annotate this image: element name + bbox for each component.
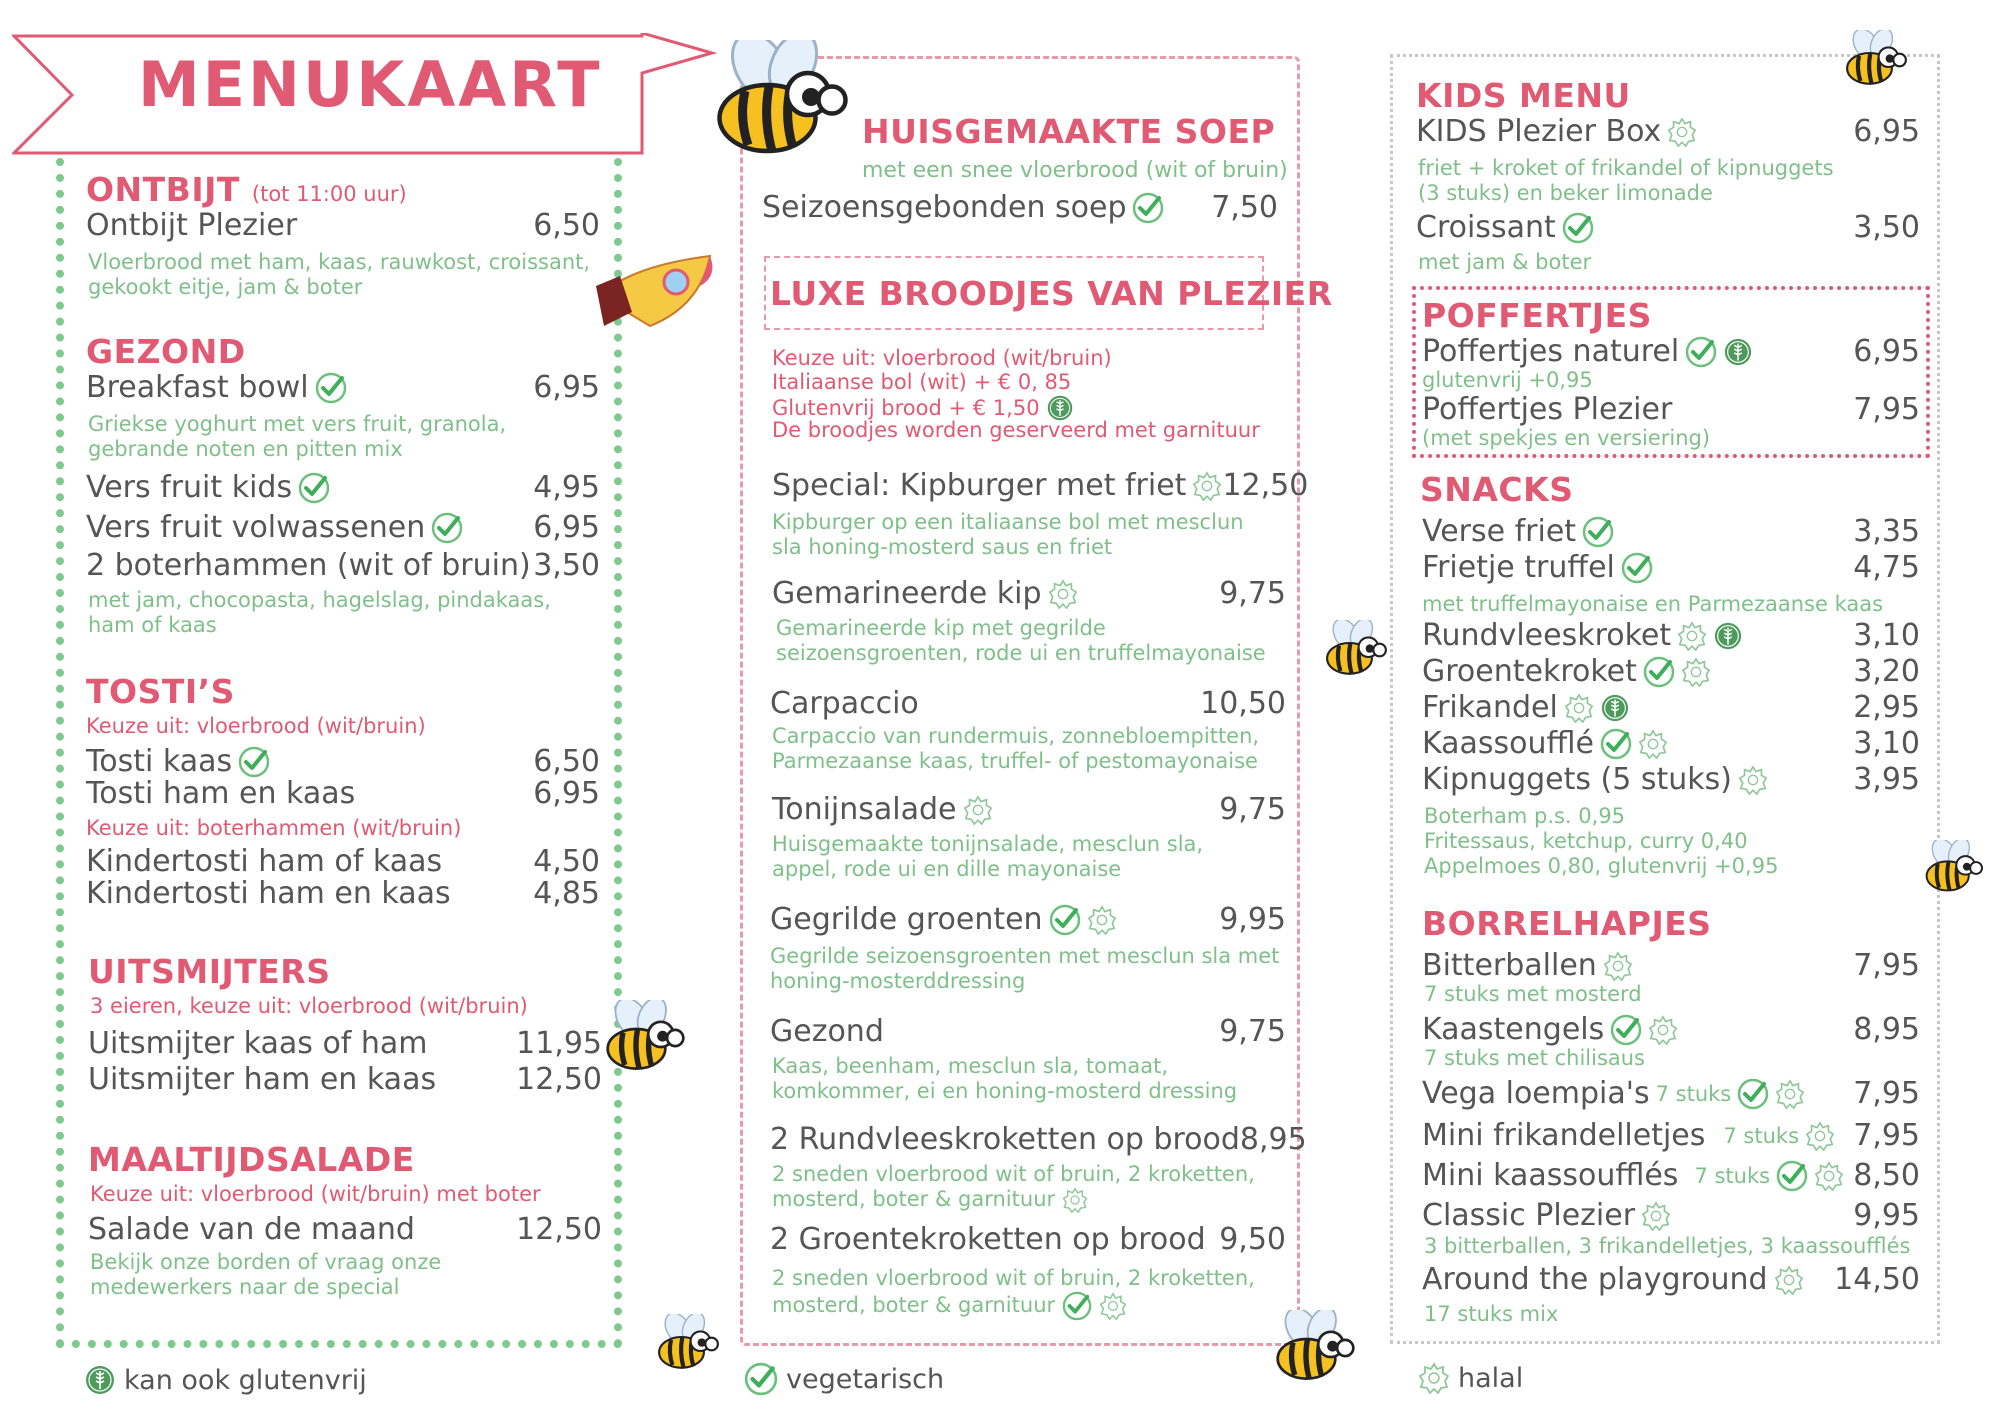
section-note: 3 eieren, keuze uit: vloerbrood (wit/bruin) bbox=[90, 994, 528, 1018]
snack-extra: Fritessaus, ketchup, curry 0,40 bbox=[1424, 829, 1748, 853]
menu-item: Verse friet 3,35 bbox=[1422, 514, 1920, 549]
bee-icon bbox=[700, 40, 850, 160]
bee-icon bbox=[1266, 1310, 1356, 1386]
broodjes-note: Italiaanse bol (wit) + € 0, 85 bbox=[772, 370, 1072, 394]
halal-icon bbox=[1638, 729, 1668, 759]
section-note: Keuze uit: boterhammen (wit/bruin) bbox=[86, 816, 462, 840]
item-description: Kaas, beenham, mesclun sla, tomaat, komkommer, ei en honing-mosterd dressing bbox=[772, 1054, 1238, 1103]
bee-icon bbox=[650, 1314, 720, 1374]
section-subtitle: met een snee vloerbrood (wit of bruin) bbox=[862, 158, 1288, 183]
vegetarian-icon bbox=[298, 472, 330, 504]
menu-item: Uitsmijter ham en kaas 12,50 bbox=[88, 1062, 602, 1097]
item-description: Kipburger op een italiaanse bol met mesclun sla honing-mosterd saus en friet bbox=[772, 510, 1244, 559]
gluten-free-icon bbox=[84, 1364, 116, 1396]
menu-item: Mini frikandelletjes 7 stuks 7,95 bbox=[1422, 1118, 1920, 1153]
menu-item: 2 boterhammen (wit of bruin) 3,50 bbox=[86, 548, 600, 583]
menu-item: Frietje truffel 4,75 bbox=[1422, 550, 1920, 585]
halal-icon bbox=[1564, 693, 1594, 723]
menu-item: Kipnuggets (5 stuks) 3,95 bbox=[1422, 762, 1920, 797]
section-title-broodjes: LUXE BROODJES VAN PLEZIER bbox=[770, 274, 1333, 313]
bee-icon bbox=[596, 1000, 686, 1076]
halal-icon bbox=[1048, 579, 1078, 609]
item-description: met jam, chocopasta, hagelslag, pindakaas, ham of kaas bbox=[88, 588, 551, 637]
gluten-free-icon bbox=[1713, 621, 1743, 651]
menu-item: Kaastengels 8,95 bbox=[1422, 1012, 1920, 1047]
halal-icon bbox=[1418, 1362, 1450, 1394]
broodjes-note: De broodjes worden geserveerd met garnituur bbox=[772, 418, 1260, 442]
item-description: Gemarineerde kip met gegrilde seizoensgroenten, rode ui en truffelmayonaise bbox=[776, 616, 1266, 665]
menu-item: Poffertjes naturel 6,95 bbox=[1422, 334, 1920, 369]
halal-icon bbox=[1641, 1201, 1671, 1231]
menu-item: Tonijnsalade 9,75 bbox=[772, 792, 1286, 827]
item-description: Vloerbrood met ham, kaas, rauwkost, croissant, gekookt eitje, jam & boter bbox=[88, 250, 591, 299]
menu-item: Seizoensgebonden soep 7,50 bbox=[762, 190, 1278, 225]
section-title-tostis: TOSTI’S bbox=[86, 672, 235, 711]
halal-icon bbox=[1603, 951, 1633, 981]
menu-item: 2 Groentekroketten op brood 9,50 bbox=[770, 1222, 1286, 1257]
section-title-borrel: BORRELHAPJES bbox=[1422, 904, 1712, 943]
item-description: met jam & boter bbox=[1418, 250, 1592, 274]
halal-icon bbox=[1192, 471, 1222, 501]
menu-item: Kindertosti ham en kaas 4,85 bbox=[86, 876, 600, 911]
legend-vegetarisch: vegetarisch bbox=[744, 1362, 944, 1396]
item-description: Griekse yoghurt met vers fruit, granola, gebrande noten en pitten mix bbox=[88, 412, 507, 461]
menu-item: 2 Rundvleeskroketten op brood 8,95 bbox=[770, 1122, 1307, 1157]
gluten-free-icon bbox=[1600, 693, 1630, 723]
snack-extra: Appelmoes 0,80, glutenvrij +0,95 bbox=[1424, 854, 1779, 878]
item-description: 3 bitterballen, 3 frikandelletjes, 3 kaassoufflés bbox=[1424, 1234, 1911, 1258]
vegetarian-icon bbox=[1737, 1078, 1769, 1110]
item-description: 17 stuks mix bbox=[1424, 1302, 1559, 1326]
menu-item: Vers fruit kids 4,95 bbox=[86, 470, 600, 505]
ontbijt-note: (tot 11:00 uur) bbox=[251, 182, 407, 206]
menu-item: Gegrilde groenten 9,95 bbox=[770, 902, 1286, 937]
halal-icon bbox=[1099, 1292, 1127, 1320]
vegetarian-icon bbox=[1685, 336, 1717, 368]
menu-item: Uitsmijter kaas of ham 11,95 bbox=[88, 1026, 602, 1061]
rocket-icon bbox=[590, 246, 730, 336]
vegetarian-icon bbox=[1621, 552, 1653, 584]
vegetarian-icon bbox=[1600, 728, 1632, 760]
menu-item: Salade van de maand 12,50 bbox=[88, 1212, 602, 1247]
vegetarian-icon bbox=[1582, 516, 1614, 548]
broodjes-note: Keuze uit: vloerbrood (wit/bruin) bbox=[772, 346, 1112, 370]
item-quantity: 7 stuks bbox=[1655, 1081, 1732, 1106]
halal-icon bbox=[963, 795, 993, 825]
vegetarian-icon bbox=[1132, 192, 1164, 224]
halal-icon bbox=[1087, 905, 1117, 935]
page-title: MENUKAART bbox=[138, 48, 603, 121]
item-description: glutenvrij +0,95 bbox=[1422, 368, 1593, 392]
section-title-gezond: GEZOND bbox=[86, 332, 246, 371]
menu-item: Mini kaassoufflés 7 stuks 8,50 bbox=[1422, 1158, 1920, 1193]
vegetarian-icon bbox=[744, 1362, 778, 1396]
item-description: Bekijk onze borden of vraag onze medewerkers naar de special bbox=[90, 1250, 442, 1299]
item-description: 7 stuks met mosterd bbox=[1424, 982, 1642, 1006]
item-quantity: 7 stuks bbox=[1723, 1123, 1800, 1148]
halal-icon bbox=[1062, 1187, 1088, 1213]
menu-item: Croissant 3,50 bbox=[1416, 210, 1920, 245]
item-description: Huisgemaakte tonijnsalade, mesclun sla, appel, rode ui en dille mayonaise bbox=[772, 832, 1204, 881]
menu-item: Rundvleeskroket 3,10 bbox=[1422, 618, 1920, 653]
menu-item: Breakfast bowl 6,95 bbox=[86, 370, 600, 405]
halal-icon bbox=[1814, 1161, 1844, 1191]
bee-icon bbox=[1918, 840, 1984, 896]
menu-item: Kaassoufflé 3,10 bbox=[1422, 726, 1920, 761]
menu-item: Tosti ham en kaas 6,95 bbox=[86, 776, 600, 811]
vegetarian-icon bbox=[431, 512, 463, 544]
menu-item: Groentekroket 3,20 bbox=[1422, 654, 1920, 689]
menu-item: Classic Plezier 9,95 bbox=[1422, 1198, 1920, 1233]
vegetarian-icon bbox=[1643, 656, 1675, 688]
section-title-soep: HUISGEMAAKTE SOEP bbox=[862, 112, 1276, 151]
vegetarian-icon bbox=[1562, 212, 1594, 244]
item-description: met truffelmayonaise en Parmezaanse kaas bbox=[1422, 592, 1884, 616]
item-quantity: 7 stuks bbox=[1694, 1163, 1771, 1188]
section-note: Keuze uit: vloerbrood (wit/bruin) bbox=[86, 714, 426, 738]
bee-icon bbox=[1838, 30, 1908, 90]
item-description: friet + kroket of frikandel of kipnuggets (3 stuks) en beker limonade bbox=[1418, 156, 1834, 205]
menu-item: Around the playground 14,50 bbox=[1422, 1262, 1920, 1297]
halal-icon bbox=[1774, 1265, 1804, 1295]
item-description: 2 sneden vloerbrood wit of bruin, 2 kroketten, mosterd, boter & garnituur bbox=[772, 1266, 1272, 1321]
bee-icon bbox=[1318, 620, 1388, 680]
section-title-kids: KIDS MENU bbox=[1416, 76, 1631, 115]
item-description: 2 sneden vloerbrood wit of bruin, 2 kroketten, mosterd, boter & garnituur bbox=[772, 1162, 1255, 1211]
vegetarian-icon bbox=[1610, 1014, 1642, 1046]
halal-icon bbox=[1805, 1121, 1835, 1151]
section-title-maaltijdsalade: MAALTIJDSALADE bbox=[88, 1140, 415, 1179]
item-description: Gegrilde seizoensgroenten met mesclun sla met honing-mosterddressing bbox=[770, 944, 1280, 993]
menu-item: Gezond 9,75 bbox=[770, 1014, 1286, 1049]
vegetarian-icon bbox=[315, 372, 347, 404]
halal-icon bbox=[1738, 765, 1768, 795]
legend-halal: halal bbox=[1418, 1362, 1523, 1394]
menu-item: KIDS Plezier Box 6,95 bbox=[1416, 114, 1920, 149]
menu-item: Special: Kipburger met friet 12,50 bbox=[772, 468, 1309, 503]
vegetarian-icon bbox=[238, 746, 270, 778]
section-title-ontbijt: ONTBIJT (tot 11:00 uur) bbox=[86, 170, 407, 209]
price: 6,50 bbox=[533, 208, 600, 243]
section-title-uitsmijters: UITSMIJTERS bbox=[88, 952, 331, 991]
section-title-poffertjes: POFFERTJES bbox=[1422, 296, 1652, 335]
menu-item: Carpaccio 10,50 bbox=[770, 686, 1286, 721]
halal-icon bbox=[1648, 1015, 1678, 1045]
halal-icon bbox=[1681, 657, 1711, 687]
section-note: Keuze uit: vloerbrood (wit/bruin) met boter bbox=[90, 1182, 541, 1206]
snack-extra: Boterham p.s. 0,95 bbox=[1424, 804, 1626, 828]
menu-item: Poffertjes Plezier 7,95 bbox=[1422, 392, 1920, 427]
broodjes-note: Glutenvrij brood + € 1,50 bbox=[772, 394, 1074, 422]
vegetarian-icon bbox=[1062, 1291, 1092, 1321]
menu-item: Gemarineerde kip 9,75 bbox=[772, 576, 1286, 611]
menu-item: Vers fruit volwassenen 6,95 bbox=[86, 510, 600, 545]
menu-item: Ontbijt Plezier 6,50 bbox=[86, 208, 600, 243]
halal-icon bbox=[1677, 621, 1707, 651]
item-description: 7 stuks met chilisaus bbox=[1424, 1046, 1646, 1070]
vegetarian-icon bbox=[1776, 1160, 1808, 1192]
legend-glutenvrij: kan ook glutenvrij bbox=[84, 1364, 367, 1396]
menu-item: Vega loempia's 7 stuks 7,95 bbox=[1422, 1076, 1920, 1111]
vegetarian-icon bbox=[1049, 904, 1081, 936]
item-description: (met spekjes en versiering) bbox=[1422, 426, 1711, 450]
menu-item: Bitterballen 7,95 bbox=[1422, 948, 1920, 983]
item-description: Carpaccio van rundermuis, zonnebloempitten, Parmezaanse kaas, truffel- of pestomayonaise bbox=[772, 724, 1260, 773]
menu-item: Tosti kaas 6,50 bbox=[86, 744, 600, 779]
halal-icon bbox=[1667, 117, 1697, 147]
menu-item: Kindertosti ham of kaas 4,50 bbox=[86, 844, 600, 879]
section-title-snacks: SNACKS bbox=[1420, 470, 1574, 509]
halal-icon bbox=[1775, 1079, 1805, 1109]
menu-item: Frikandel 2,95 bbox=[1422, 690, 1920, 725]
gluten-free-icon bbox=[1723, 337, 1753, 367]
